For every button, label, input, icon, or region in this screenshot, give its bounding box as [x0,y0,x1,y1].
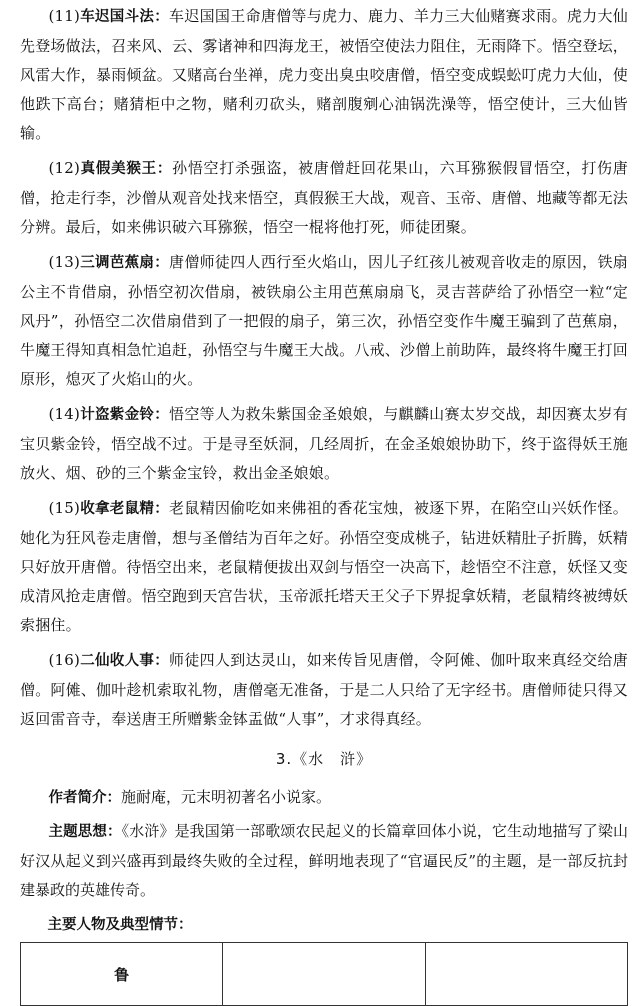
theme-text: 《水浒》是我国第一部歌颂农民起义的长篇章回体小说，它生动地描写了梁山好汉从起义到兴盛再到最终失败的全过程，鲜明地表现了“官逼民反”的主题，是一部反抗封建暴政的英雄传奇。 [20,822,628,899]
table-cell [223,943,425,1006]
theme-label: 主题思想： [48,824,122,840]
story-title: 真假美猴王： [80,161,173,177]
author-intro [20,783,628,813]
author-label: 作者简介： [48,790,121,806]
story-paragraph [20,154,628,242]
story-text: 孙悟空打杀强盗，被唐僧赶回花果山，六耳猕猴假冒悟空，打伤唐僧，抢走行李，沙僧从观音处找来悟空，真假猴王大战，观音、玉帝、唐僧、地藏等都无法分辨。最后，如来佛识破六耳猕猴，悟空一棍将他打死，师徒团聚。 [20,159,629,236]
story-number: (11) [48,7,81,25]
story-text: 车迟国国王命唐僧等与虎力、鹿力、羊力三大仙赌赛求雨。虎力大仙先登场做法，召来风、云、雾诸神和四海龙王，被悟空使法力阻住，无雨降下。悟空登坛，风雷大作，暴雨倾盆。又赌高台坐禅，虎力变出臭虫咬唐僧，悟空变成蜈蚣叮虎力大仙，使他跌下高台；赌猜柜中之物，赌利刃砍头，赌剖腹剜心油锅洗澡等，悟空使计，三大仙皆输。 [20,7,629,142]
theme-intro [20,817,628,905]
story-number: (15) [48,499,81,517]
story-number: (16) [48,651,81,669]
story-title: 车迟国斗法： [80,9,170,25]
story-number: (13) [48,253,81,271]
story-text: 老鼠精因偷吃如来佛祖的香花宝烛，被逐下界，在陷空山兴妖作怪。她化为狂风卷走唐僧，想与圣僧结为百年之好。孙悟空变成桃子，钻进妖精肚子折腾，妖精只好放开唐僧。待悟空出来，老鼠精便拔出双剑与悟空一决高下，趁悟空不注意，妖怪又变成清风抢走唐僧。悟空跑到天宫告状，玉帝派托塔天王父子下界捉拿妖精，老鼠精终被缚妖索捆住。 [20,499,629,634]
table-row [21,943,628,1006]
section-title: 3.《水 浒》 [275,750,373,768]
story-text: 师徒四人到达灵山，如来传旨见唐僧，令阿傩、伽叶取来真经交给唐僧。阿傩、伽叶趁机索取礼物，唐僧毫无准备，于是二人只给了无字经书。唐僧师徒只得又返回雷音寺，奉送唐王所赠紫金钵盂做“人事”，才求得真经。 [20,651,629,728]
story-paragraph [20,400,628,488]
table-cell: 鲁 [21,943,223,1006]
story-paragraph [20,494,628,640]
story-title: 收拿老鼠精： [80,501,170,517]
author-text: 施耐庵，元末明初著名小说家。 [121,788,332,806]
story-title: 二仙收人事： [80,653,170,669]
story-number: (14) [48,405,81,423]
story-paragraph [20,646,628,734]
story-paragraph [20,248,628,394]
story-text: 唐僧师徒四人西行至火焰山，因儿子红孩儿被观音收走的原因，铁扇公主不肯借扇，孙悟空初次借扇，被铁扇公主用芭蕉扇扇飞，灵吉菩萨给了孙悟空一粒“定风丹”，孙悟空二次借扇借到了一把假的扇子，第三次，孙悟空变作牛魔王骗到了芭蕉扇，牛魔王得知真相急忙追赶，孙悟空与牛魔王大战。八戒、沙僧上前助阵，最终将牛魔王打回原形，熄灭了火焰山的火。 [20,253,629,388]
story-paragraph [20,2,628,148]
story-title: 三调芭蕉扇： [80,255,170,271]
story-number: (12) [48,159,81,177]
story-title: 计盗紫金铃： [80,407,170,423]
story-text: 悟空等人为救朱紫国金圣娘娘，与麒麟山赛太岁交战，却因赛太岁有宝贝紫金铃，悟空战不过。于是寻至妖洞，几经周折，在金圣娘娘协助下，终于盗得妖王施放火、烟、砂的三个紫金宝铃，救出金圣娘娘。 [20,405,629,482]
story-list [20,2,628,734]
characters-table [20,942,628,1006]
characters-heading: 主要人物及典型情节： [47,917,193,933]
table-cell [425,943,627,1006]
